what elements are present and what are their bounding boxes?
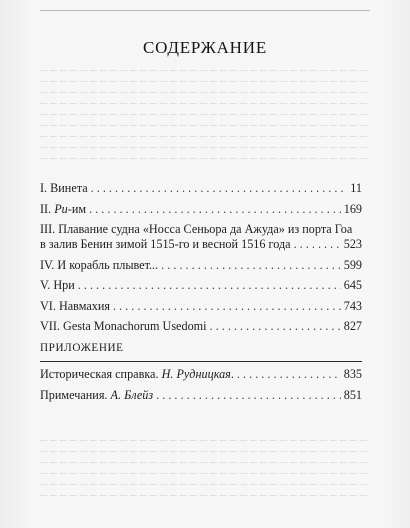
- toc-entry-title: II. Ри-им: [40, 201, 87, 216]
- toc-entry-page: 645: [343, 278, 362, 292]
- toc-entry-author: А. Блейз: [110, 387, 154, 402]
- bleed-through-text-top: [40, 70, 370, 190]
- appendix-entry-2[interactable]: [40, 388, 362, 403]
- dot-leader: [156, 388, 341, 403]
- appendix-heading: ПРИЛОЖЕНИЕ: [40, 342, 124, 354]
- toc-entry-page: 851: [343, 387, 362, 402]
- appendix-section: [40, 341, 362, 408]
- toc-entry-title: Историческая справка. Н. Рудницкая.: [40, 367, 234, 381]
- toc-entry-author: Н. Рудницкая: [161, 367, 231, 381]
- toc-entry-title: IV. И корабль плывет...: [40, 257, 159, 272]
- toc-entry-title: VII. Gesta Monachorum Usedomi: [40, 319, 207, 333]
- dot-leader: [78, 278, 341, 293]
- bleed-through-text-bottom: [40, 440, 370, 520]
- toc-entry-title-line1: III. Плавание судна «Носса Сеньора да Ажуда» из порта Гоа: [40, 222, 353, 236]
- toc-entry-5[interactable]: [40, 278, 362, 293]
- toc-entry-title: Примечания. А. Блейз: [40, 387, 154, 402]
- dot-leader: [237, 367, 341, 382]
- toc-entry-2[interactable]: [40, 202, 362, 217]
- toc-entry-page: 11: [350, 181, 362, 195]
- toc-entry-page: 827: [343, 319, 362, 333]
- toc-entry-page: 743: [343, 298, 362, 313]
- toc-entry-page: 599: [343, 257, 362, 272]
- toc-entry-page: 169: [343, 201, 362, 216]
- header-rule: [40, 10, 370, 11]
- page-title: СОДЕРЖАНИЕ: [142, 38, 268, 57]
- toc-entry-title: V. Нри: [40, 278, 75, 292]
- toc-entry-title-line2: в залив Бенин зимой 1515-го и весной 1516 года: [40, 237, 291, 251]
- dot-leader: [210, 319, 341, 334]
- table-of-contents: [40, 181, 362, 340]
- toc-entry-7[interactable]: [40, 319, 362, 334]
- dot-leader: [113, 299, 341, 314]
- toc-entry-page: 835: [343, 367, 362, 381]
- appendix-entry-1[interactable]: [40, 367, 362, 382]
- dot-leader: [91, 181, 348, 196]
- toc-entry-3[interactable]: [40, 222, 362, 252]
- dot-leader: [294, 237, 341, 252]
- toc-entry-4[interactable]: [40, 258, 362, 273]
- toc-entry-title: VI. Навмахия: [40, 298, 110, 313]
- toc-entry-page: 523: [343, 237, 362, 251]
- toc-entry-1[interactable]: [40, 181, 362, 196]
- dot-leader: [89, 202, 341, 217]
- dot-leader: [161, 258, 341, 273]
- appendix-rule: [40, 361, 362, 362]
- toc-entry-title: I. Винета: [40, 181, 88, 195]
- toc-entry-6[interactable]: [40, 299, 362, 314]
- toc-entry-title-italic: Ри: [54, 201, 68, 216]
